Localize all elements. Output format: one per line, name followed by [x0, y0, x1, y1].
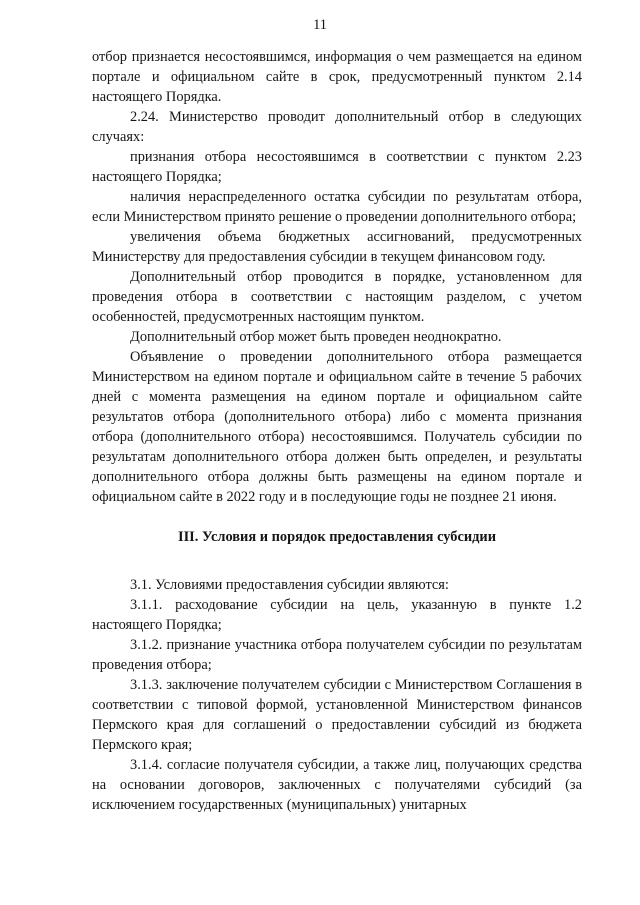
paragraph-3-1-3: 3.1.3. заключение получателем субсидии с Министерством Соглашения в соответствии с типовой формой, установленной Министерством финансов Пермского края для соглашений о предоставлении субсидий из бюджета Пермского края; [92, 677, 582, 753]
paragraph-3-1: 3.1. Условиями предоставления субсидии являются: [130, 577, 449, 593]
paragraph-3-1-1: 3.1.1. расходование субсидии на цель, указанную в пункте 1.2 настоящего Порядка; [92, 597, 582, 633]
paragraph-continuation: отбор признается несостоявшимся, информация о чем размещается на едином портале и официальном сайте в срок, предусмотренный пунктом 2.14 настоящего Порядка. [92, 49, 582, 105]
paragraph-3-1-4: 3.1.4. согласие получателя субсидии, а также лиц, получающих средства на основании договоров, заключенных с получателями субсидий (за исключением государственных (муниципальных) унитарных [92, 757, 582, 813]
paragraph-announcement: Объявление о проведении дополнительного отбора размещается Министерством на едином портале и официальном сайте в течение 5 рабочих дней с момента размещения на едином портале и официальном сайте результатов отбора (дополнительного отбора) либо с момента признания отбора (дополнительного отбора) несостоявшимся. Получатель субсидии по результатам дополнительного отбора должен быть определен, и результаты дополнительного отбора должны быть размещены на едином портале и официальном сайте в 2022 году и в последующие годы не позднее 21 июня. [92, 349, 582, 505]
paragraph-additional-selection-order: Дополнительный отбор проводится в порядке, установленном для проведения отбора в соответствии с настоящим разделом, с учетом особенностей, предусмотренных настоящим пунктом. [92, 269, 582, 325]
document-body [92, 47, 582, 815]
paragraph-2-24: 2.24. Министерство проводит дополнительный отбор в следующих случаях: [92, 109, 582, 145]
paragraph-case-1: признания отбора несостоявшимся в соответствии с пунктом 2.23 настоящего Порядка; [92, 149, 582, 185]
section-heading: III. Условия и порядок предоставления субсидии [177, 529, 497, 545]
paragraph-case-2: наличия нераспределенного остатка субсидии по результатам отбора, если Министерством принято решение о проведении дополнительного отбора; [92, 189, 582, 225]
paragraph-additional-selection-repeat: Дополнительный отбор может быть проведен неоднократно. [130, 329, 502, 345]
paragraph-case-3: увеличения объема бюджетных ассигнований, предусмотренных Министерству для предоставления субсидии в текущем финансовом году. [92, 229, 582, 265]
page-number: 11 [313, 17, 327, 33]
paragraph-3-1-2: 3.1.2. признание участника отбора получателем субсидии по результатам проведения отбора; [92, 637, 582, 673]
